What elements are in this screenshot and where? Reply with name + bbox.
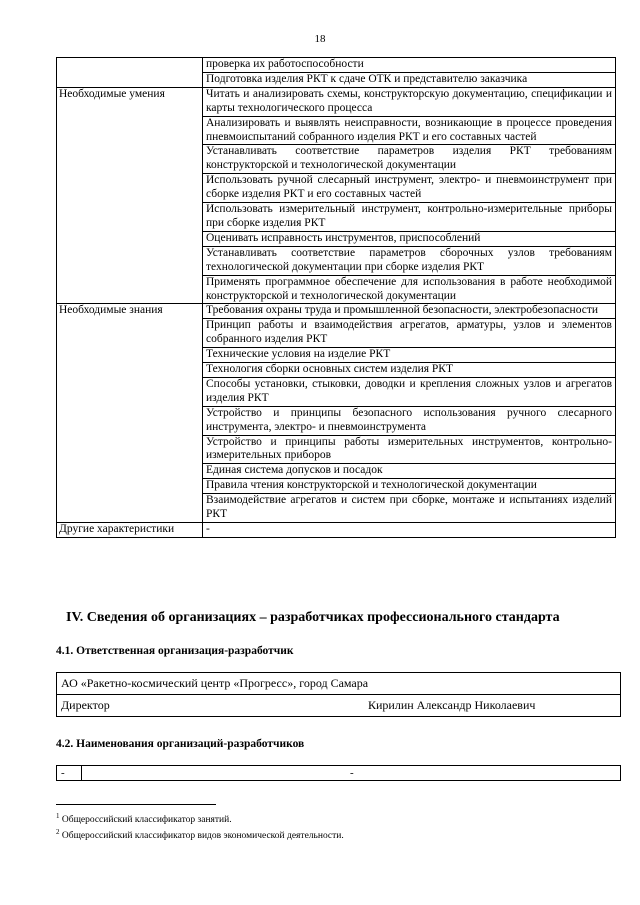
- responsible-org-box: [56, 672, 621, 717]
- head-position: Директор: [61, 698, 110, 712]
- footnote-mark: 2: [56, 828, 60, 837]
- footnote-text: Общероссийский классификатор занятий.: [59, 815, 232, 826]
- developer-name: -: [350, 767, 354, 779]
- footnote-mark: 1: [56, 812, 60, 820]
- developer-orgs-table: [56, 765, 621, 781]
- row-text: Способы установки, стыковки, доводки и крепления сложных узлов и агрегатов изделия РКТ: [203, 377, 616, 406]
- developer-orgs-heading: 4.2. Наименования организаций-разработчиков: [56, 738, 305, 750]
- row-text: Подготовка изделия РКТ к сдаче ОТК и представителю заказчика: [203, 72, 616, 87]
- org-name-row: [57, 673, 620, 695]
- footnote-2: [56, 826, 344, 842]
- table-row: [57, 523, 616, 538]
- row-text: Устанавливать соответствие параметров сборочных узлов требованиям технологической документации при сборке изделия РКТ: [203, 246, 616, 275]
- head-name: Кирилин Александр Николаевич: [368, 698, 536, 712]
- row-text: Технические условия на изделие РКТ: [203, 348, 616, 363]
- table-row: [57, 304, 616, 319]
- row-text: Оценивать исправность инструментов, приспособлений: [203, 231, 616, 246]
- row-text: Принцип работы и взаимодействия агрегатов, арматуры, узлов и элементов собранного изделия РКТ: [203, 319, 616, 348]
- footnote-rule: [56, 804, 216, 805]
- footnote-text: Общероссийский классификатор видов экономической деятельности.: [59, 831, 344, 842]
- row-label: [57, 58, 203, 88]
- row-text: -: [203, 523, 616, 538]
- table-row: [57, 87, 616, 116]
- requirements-table: [56, 57, 616, 538]
- footnote-1: [56, 810, 344, 826]
- requirements-table-body: [57, 58, 616, 538]
- row-text: Устройство и принципы работы измерительных инструментов, контрольно-измерительных приборов: [203, 435, 616, 464]
- row-text: Правила чтения конструкторской и технологической документации: [203, 479, 616, 494]
- row-text: Использовать ручной слесарный инструмент, электро- и пневмоинструмент при сборке изделия РКТ и его составных частей: [203, 174, 616, 203]
- row-label: Необходимые умения: [57, 87, 203, 304]
- row-text: Применять программное обеспечение для использования в работе необходимой конструкторской и технологической документации: [203, 275, 616, 304]
- footnotes: [56, 810, 344, 842]
- row-label: Другие характеристики: [57, 523, 203, 538]
- row-text: Читать и анализировать схемы, конструкторскую документацию, спецификации и карты технологического процесса: [203, 87, 616, 116]
- row-label: Необходимые знания: [57, 304, 203, 523]
- row-text: проверка их работоспособности: [203, 58, 616, 73]
- page-number: 18: [314, 33, 326, 45]
- row-text: Технология сборки основных систем изделия РКТ: [203, 363, 616, 378]
- section-heading: IV. Сведения об организациях – разработчиках профессионального стандарта: [66, 610, 560, 625]
- responsible-org-heading: 4.1. Ответственная организация-разработчик: [56, 645, 294, 657]
- column-divider: [81, 766, 82, 780]
- row-text: Устанавливать соответствие параметров изделия РКТ требованиям конструкторской и технологической документации: [203, 145, 616, 174]
- row-text: Единая система допусков и посадок: [203, 464, 616, 479]
- row-text: Анализировать и выявлять неисправности, возникающие в процессе проведения пневмоиспытаний собранного изделия РКТ и его составных частей: [203, 116, 616, 145]
- org-name: АО «Ракетно-космический центр «Прогресс», город Самара: [61, 676, 369, 690]
- developer-number: -: [61, 767, 65, 779]
- row-text: Требования охраны труда и промышленной безопасности, электробезопасности: [203, 304, 616, 319]
- row-text: Использовать измерительный инструмент, контрольно-измерительные приборы при сборке изделия РКТ: [203, 203, 616, 232]
- table-row: [57, 58, 616, 73]
- row-text: Устройство и принципы безопасного использования ручного слесарного инструмента, электро- и пневмоинструмента: [203, 406, 616, 435]
- org-head-row: [57, 695, 620, 716]
- row-text: Взаимодействие агрегатов и систем при сборке, монтаже и испытаниях изделий РКТ: [203, 494, 616, 523]
